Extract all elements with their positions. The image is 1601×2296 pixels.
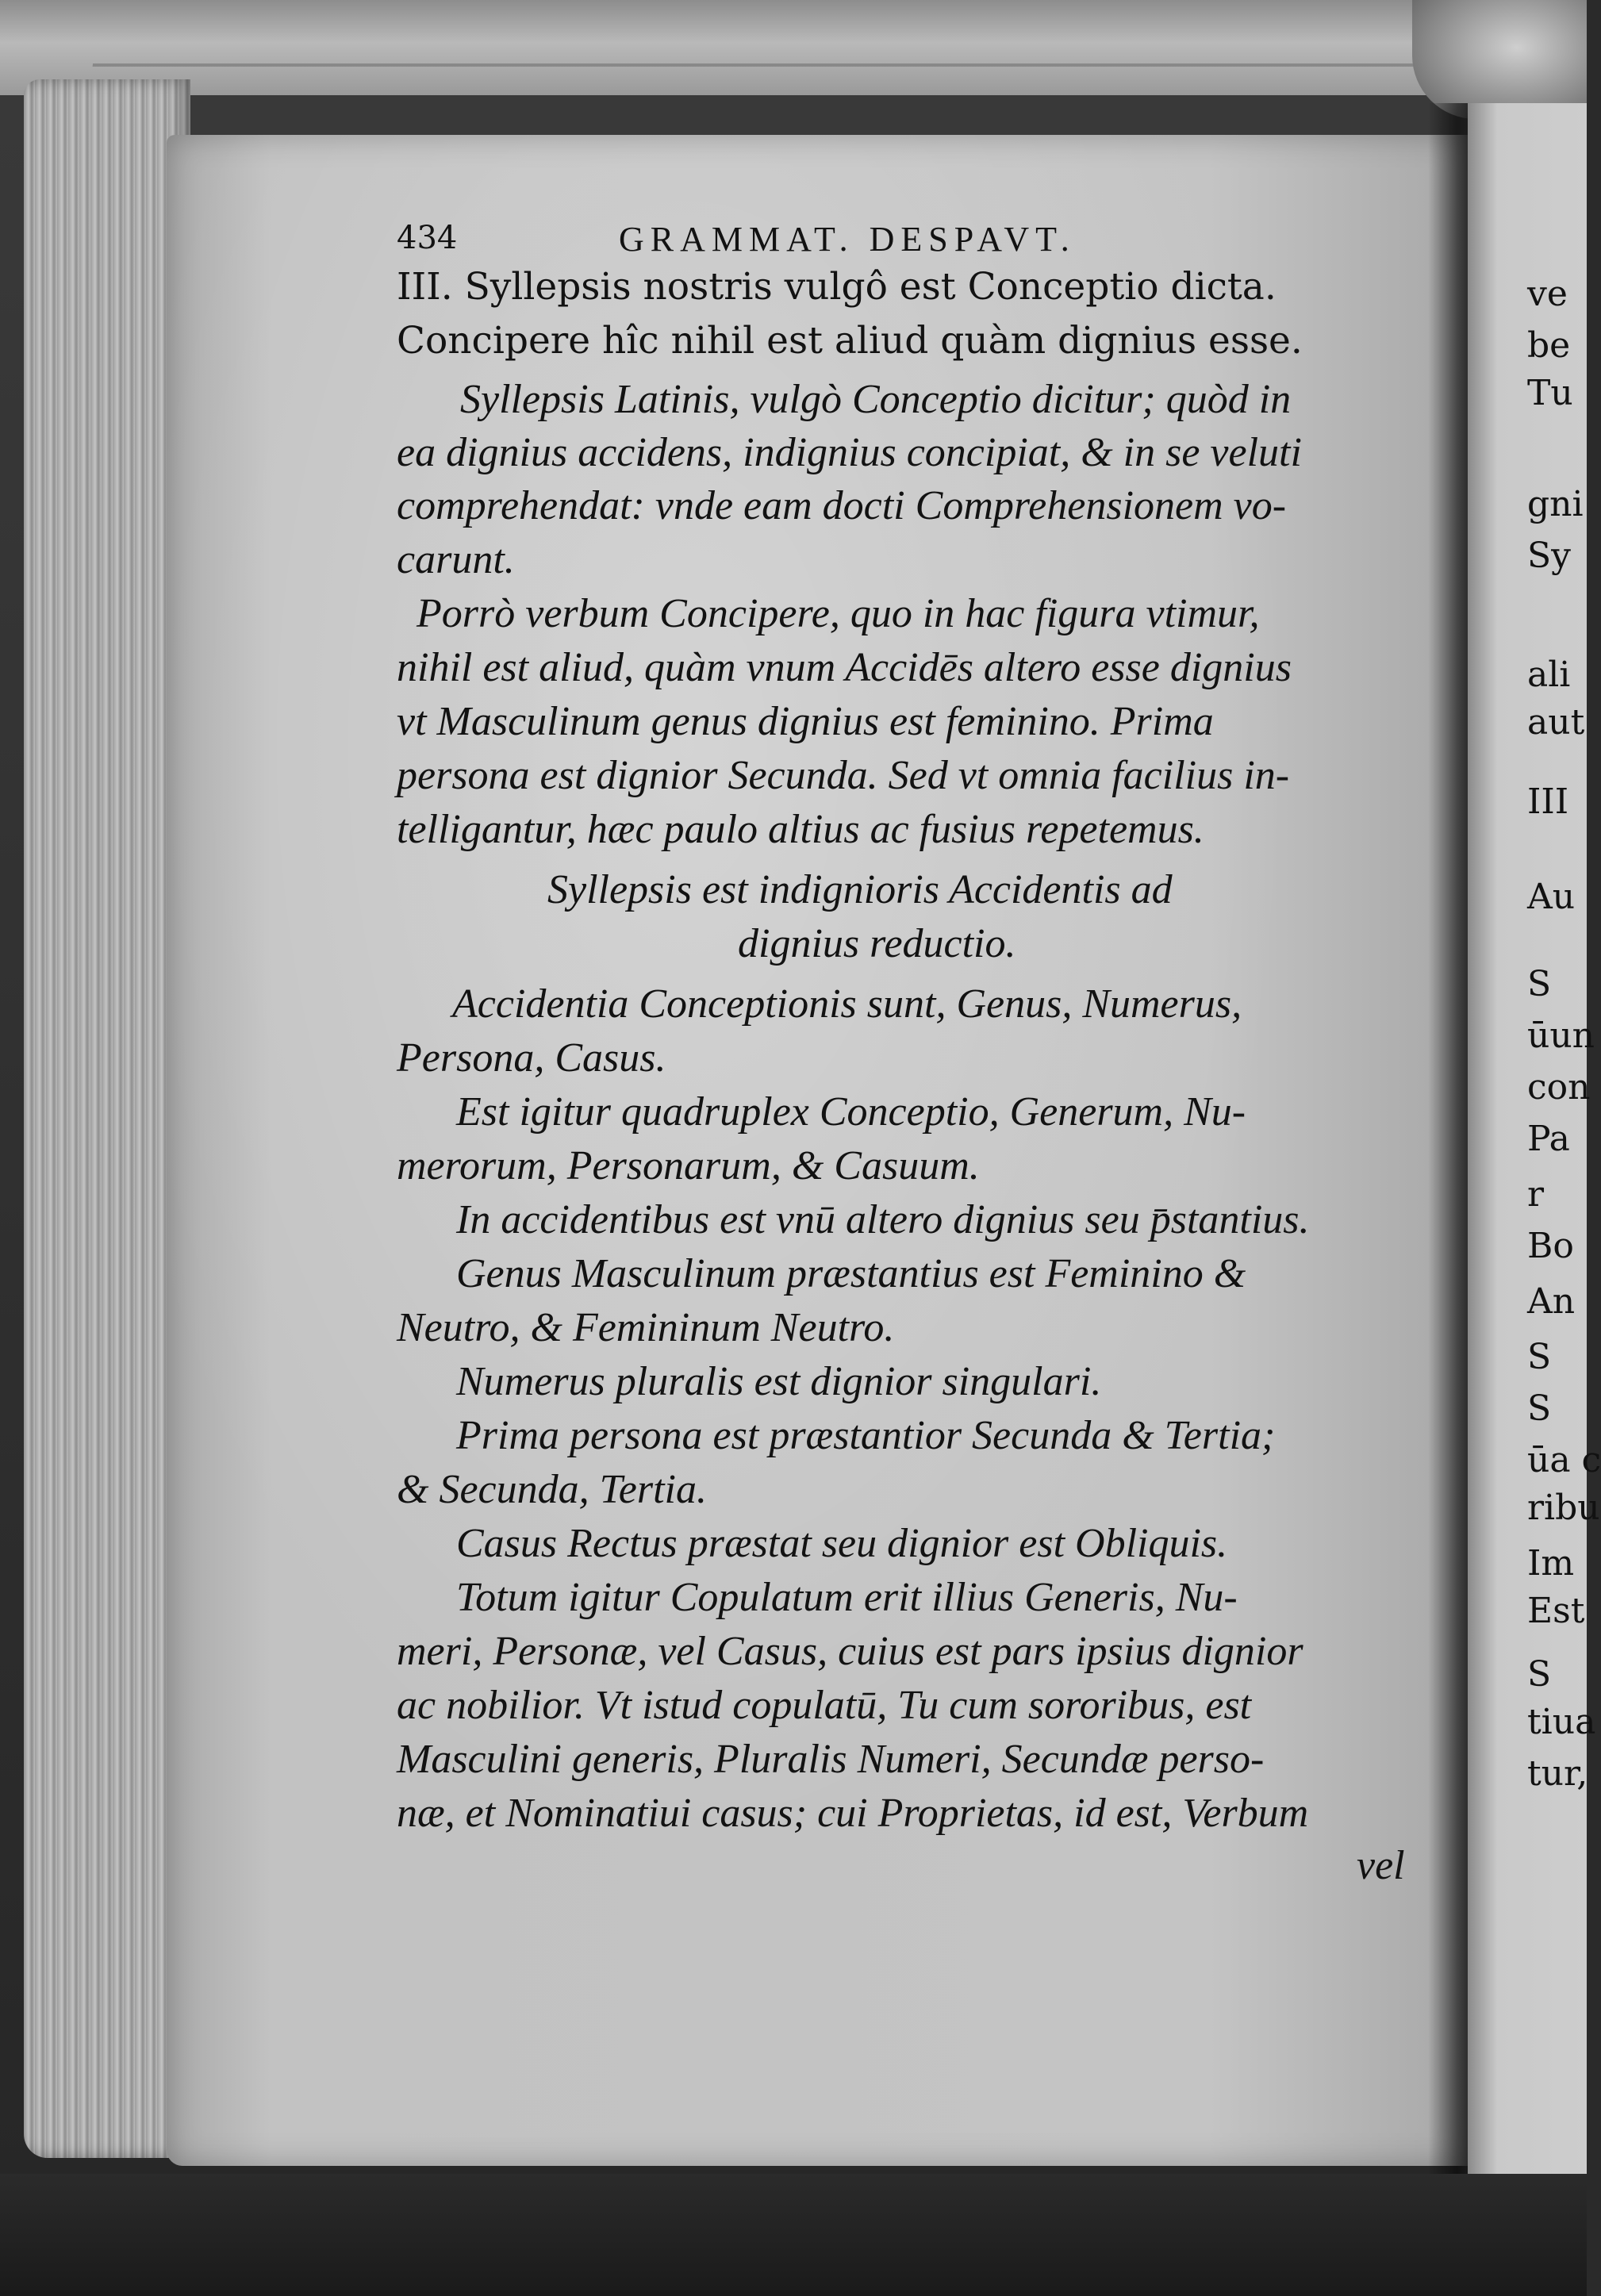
page-number: 434 [397,220,458,256]
text-line: Syllepsis est indignioris Accidentis ad [547,867,1173,912]
facing-fragment: gni [1527,484,1584,524]
text-line: Neutro, & Femininum Neutro. [397,1305,895,1350]
facing-fragment: Au [1527,877,1576,917]
facing-fragment: ūun [1527,1016,1595,1056]
text-line: carunt. [397,537,515,582]
facing-fragment: con [1527,1067,1591,1108]
text-line: Porrò verbum Concipere, quo in hac figura vtimur, [417,591,1260,636]
text-line: merorum, Personarum, & Casuum. [397,1143,980,1188]
text-line: ac nobilior. Vt istud copulatū, Tu cum sororibus, est [397,1683,1252,1728]
text-line: & Secunda, Tertia. [397,1467,707,1512]
text-line: III. Syllepsis nostris vulgô est Conceptio dicta. [397,265,1277,309]
top-binding [0,0,1587,95]
bottom-shadow [0,2174,1587,2296]
text-line: vt Masculinum genus dignius est feminino. Prima [397,699,1214,744]
text-line: ea dignius accidens, indignius concipiat, & in se veluti [397,430,1302,475]
facing-fragment: S [1527,1654,1552,1695]
text-line: Numerus pluralis est dignior singulari. [456,1359,1102,1404]
facing-fragment: ribu [1527,1488,1600,1528]
text-line: Persona, Casus. [397,1035,666,1081]
text-line: Syllepsis Latinis, vulgò Conceptio dicitur; quòd in [460,377,1292,422]
facing-fragment: tur, [1527,1753,1588,1794]
text-line: Concipere hîc nihil est aliud quàm dignius esse. [397,319,1303,363]
text-line: dignius reductio. [738,921,1016,966]
text-line: Accidentia Conceptionis sunt, Genus, Numerus, [452,981,1242,1027]
text-line: næ, et Nominatiui casus; cui Proprietas, id est, Verbum [397,1791,1309,1836]
text-line: Genus Masculinum præstantius est Feminino & [456,1251,1246,1296]
facing-fragment: ali [1527,655,1571,695]
facing-fragment: Tu [1527,373,1573,413]
text-line: telligantur, hæc paulo altius ac fusius repetemus. [397,807,1204,852]
text-line: persona est dignior Secunda. Sed vt omnia facilius in- [397,753,1290,798]
facing-fragment: r [1527,1174,1545,1215]
binding-cord [1412,0,1587,119]
facing-fragment: ve [1527,274,1568,314]
text-line: Masculini generis, Pluralis Numeri, Secundæ perso- [397,1737,1265,1782]
text-line: meri, Personæ, vel Casus, cuius est pars ipsius dignior [397,1629,1303,1674]
text-line: comprehendat: vnde eam docti Comprehensionem vo- [397,483,1287,528]
catchword: vel [1357,1843,1405,1888]
facing-fragment: Sy [1527,536,1571,576]
facing-fragment: Pa [1527,1119,1570,1159]
facing-fragment: aut [1527,702,1585,743]
facing-fragment: Est [1527,1591,1585,1631]
facing-fragment: Im [1527,1543,1575,1584]
page-edges [24,79,190,2158]
facing-fragment: ūa c [1527,1440,1601,1480]
facing-fragment: Bo [1527,1226,1574,1266]
text-line: nihil est aliud, quàm vnum Accidēs altero esse dignius [397,645,1292,690]
binding-fold [93,16,1431,67]
facing-fragment: S [1527,964,1552,1004]
text-line: Totum igitur Copulatum erit illius Generis, Nu- [456,1575,1238,1620]
running-title: GRAMMAT. DESPAVT. [619,220,1076,259]
text-line: Est igitur quadruplex Conceptio, Generum, Nu- [456,1089,1246,1135]
facing-fragment: tiua [1527,1702,1596,1742]
text-line: Prima persona est præstantior Secunda & Tertia; [456,1413,1276,1458]
facing-fragment: S [1527,1337,1552,1377]
facing-fragment: III [1527,781,1569,822]
text-line: In accidentibus est vnū altero dignius seu p̄stantius. [456,1197,1310,1242]
text-line: Casus Rectus præstat seu dignior est Obliquis. [456,1521,1228,1566]
facing-fragment: S [1527,1388,1552,1429]
facing-fragment: An [1527,1281,1576,1322]
facing-fragment: be [1527,325,1571,366]
